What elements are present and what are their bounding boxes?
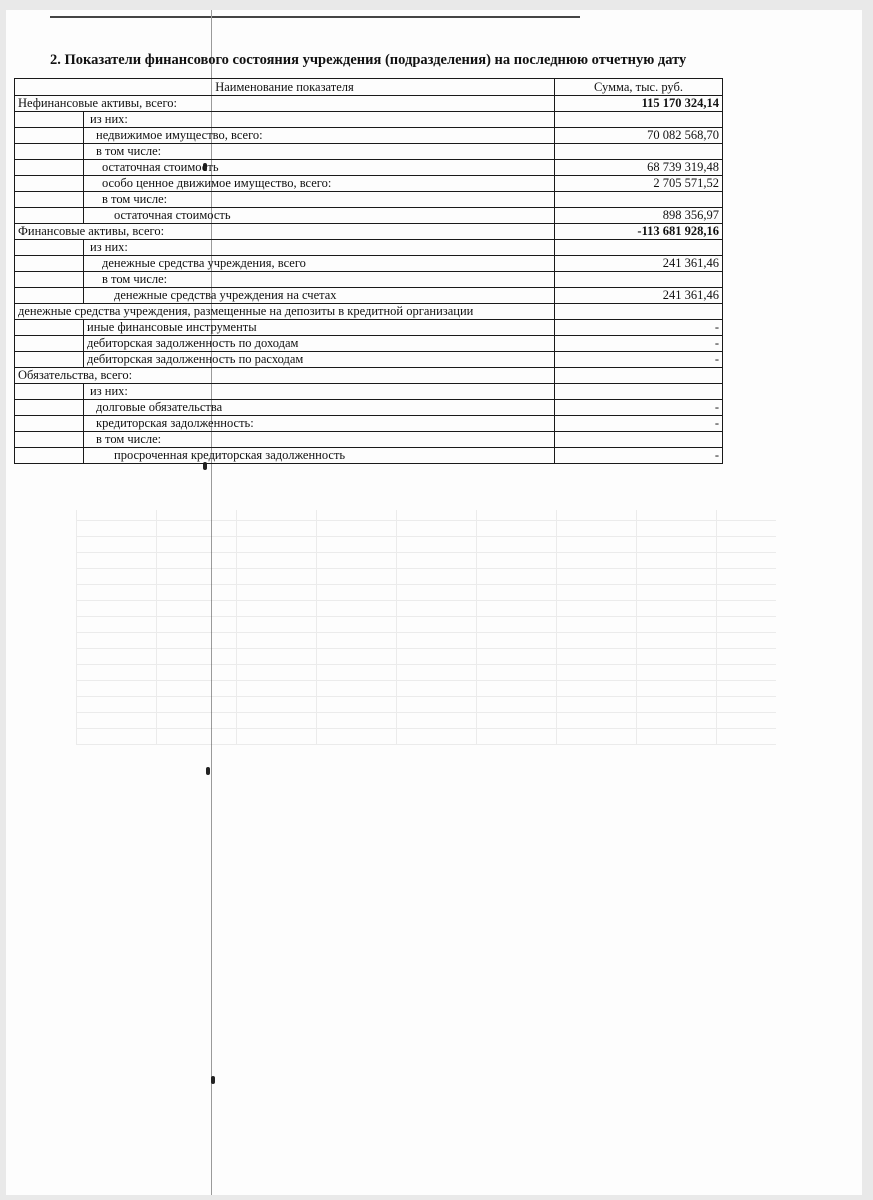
- row-value: [555, 432, 723, 448]
- indent-cell: [15, 384, 84, 400]
- table-row: [15, 352, 723, 368]
- row-label: иные финансовые инструменты: [84, 320, 555, 336]
- indent-cell: [15, 176, 84, 192]
- row-label: дебиторская задолженность по доходам: [84, 336, 555, 352]
- row-value: [555, 384, 723, 400]
- row-label: просроченная кредиторская задолженность: [84, 448, 555, 464]
- header-indicator-name: Наименование показателя: [15, 79, 555, 96]
- financial-indicators-table: [14, 78, 723, 464]
- row-value: 68 739 319,48: [555, 160, 723, 176]
- row-label: в том числе:: [84, 432, 555, 448]
- indent-cell: [15, 432, 84, 448]
- indent-cell: [15, 112, 84, 128]
- table-row: [15, 192, 723, 208]
- row-label: в том числе:: [84, 272, 555, 288]
- indent-cell: [15, 160, 84, 176]
- row-value: [555, 240, 723, 256]
- header-amount: Сумма, тыс. руб.: [555, 79, 723, 96]
- row-value: 115 170 324,14: [555, 96, 723, 112]
- row-label: в том числе:: [84, 144, 555, 160]
- indent-cell: [15, 128, 84, 144]
- table-row: [15, 320, 723, 336]
- row-value: 2 705 571,52: [555, 176, 723, 192]
- indent-cell: [15, 336, 84, 352]
- row-label: в том числе:: [84, 192, 555, 208]
- row-value: [555, 304, 723, 320]
- top-border-line: [50, 16, 580, 18]
- row-value: -113 681 928,16: [555, 224, 723, 240]
- row-value: 70 082 568,70: [555, 128, 723, 144]
- row-value: [555, 272, 723, 288]
- indent-cell: [15, 240, 84, 256]
- table-row: [15, 176, 723, 192]
- document-page: [6, 10, 862, 1195]
- row-value: 241 361,46: [555, 288, 723, 304]
- row-label: из них:: [84, 384, 555, 400]
- row-label: денежные средства учреждения, всего: [84, 256, 555, 272]
- table-row: [15, 96, 723, 112]
- row-label: дебиторская задолженность по расходам: [84, 352, 555, 368]
- row-label: денежные средства учреждения, размещенные на депозиты в кредитной организации: [15, 304, 555, 320]
- row-label: долговые обязательства: [84, 400, 555, 416]
- row-value: 898 356,97: [555, 208, 723, 224]
- table-row: [15, 336, 723, 352]
- bleed-through-grid: [76, 510, 776, 745]
- row-label: денежные средства учреждения на счетах: [84, 288, 555, 304]
- row-label: из них:: [84, 112, 555, 128]
- table-row: [15, 384, 723, 400]
- table-row: [15, 272, 723, 288]
- indent-cell: [15, 400, 84, 416]
- table-row: [15, 224, 723, 240]
- table-header-row: [15, 79, 723, 96]
- row-value: -: [555, 416, 723, 432]
- table-row: [15, 112, 723, 128]
- indent-cell: [15, 144, 84, 160]
- table-row: [15, 288, 723, 304]
- indent-cell: [15, 352, 84, 368]
- indent-cell: [15, 288, 84, 304]
- table-row: [15, 432, 723, 448]
- scan-speck: [206, 767, 210, 775]
- table-row: [15, 160, 723, 176]
- table-row: [15, 400, 723, 416]
- row-value: -: [555, 336, 723, 352]
- row-value: -: [555, 320, 723, 336]
- table-row: [15, 208, 723, 224]
- row-label: Финансовые активы, всего:: [15, 224, 555, 240]
- row-label: кредиторская задолженность:: [84, 416, 555, 432]
- table-row: [15, 240, 723, 256]
- row-value: [555, 192, 723, 208]
- indent-cell: [15, 272, 84, 288]
- indent-cell: [15, 256, 84, 272]
- row-label: Обязательства, всего:: [15, 368, 555, 384]
- table-row: [15, 368, 723, 384]
- table-row: [15, 128, 723, 144]
- row-value: [555, 144, 723, 160]
- row-value: [555, 368, 723, 384]
- row-label: недвижимое имущество, всего:: [84, 128, 555, 144]
- row-label: особо ценное движимое имущество, всего:: [84, 176, 555, 192]
- row-value: -: [555, 448, 723, 464]
- row-label: остаточная стоимость: [84, 208, 555, 224]
- row-label: Нефинансовые активы, всего:: [15, 96, 555, 112]
- row-label: из них:: [84, 240, 555, 256]
- table-row: [15, 448, 723, 464]
- row-value: -: [555, 352, 723, 368]
- row-value: -: [555, 400, 723, 416]
- indent-cell: [15, 208, 84, 224]
- indent-cell: [15, 320, 84, 336]
- indent-cell: [15, 448, 84, 464]
- scan-speck: [211, 1076, 215, 1084]
- row-value: [555, 112, 723, 128]
- table-row: [15, 144, 723, 160]
- table-row: [15, 416, 723, 432]
- indent-cell: [15, 192, 84, 208]
- section-title: 2. Показатели финансового состояния учреждения (подразделения) на последнюю отчетную дату: [50, 52, 687, 68]
- row-value: 241 361,46: [555, 256, 723, 272]
- indent-cell: [15, 416, 84, 432]
- row-label: остаточная стоимость: [84, 160, 555, 176]
- table-row: [15, 256, 723, 272]
- table-row: [15, 304, 723, 320]
